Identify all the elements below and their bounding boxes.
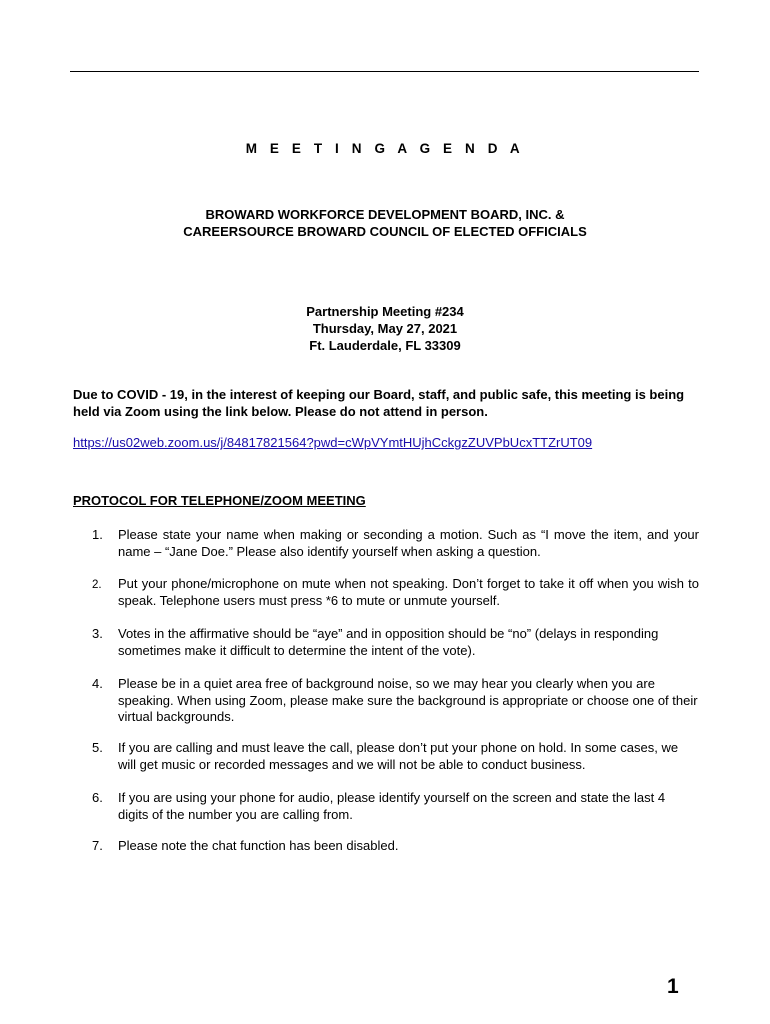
meeting-location: Ft. Lauderdale, FL 33309: [309, 338, 461, 353]
protocol-item-text: Please note the chat function has been disabled.: [118, 838, 399, 853]
protocol-item-6: [92, 790, 699, 823]
protocol-item-text: Please state your name when making or seconding a motion. Such as “I move the item, and your name – “Jane Doe.” Please also identify yourself when asking a question.: [118, 527, 699, 559]
protocol-item-number: 1.: [92, 527, 103, 542]
meeting-date: Thursday, May 27, 2021: [312, 321, 458, 336]
protocol-item-7: [92, 838, 699, 855]
protocol-item-2: [92, 576, 699, 609]
protocol-item-number: 6.: [92, 790, 103, 805]
organization-line-1: BROWARD WORKFORCE DEVELOPMENT BOARD, INC. &: [205, 207, 565, 222]
protocol-item-4: [92, 676, 699, 726]
organization-line-2: CAREERSOURCE BROWARD COUNCIL OF ELECTED OFFICIALS: [183, 224, 587, 239]
protocol-item-text: If you are using your phone for audio, please identify yourself on the screen and state the last 4 digits of the number you are calling from.: [118, 790, 666, 822]
protocol-item-number: 7.: [92, 838, 103, 853]
protocol-item-3: [92, 626, 699, 659]
top-rule: [70, 71, 699, 72]
page-number: 1: [667, 975, 679, 998]
zoom-meeting-link[interactable]: https://us02web.zoom.us/j/84817821564?pwd=cWpVYmtHUjhCckgzZUVPbUcxTTZrUT09: [73, 435, 593, 450]
covid-notice: Due to COVID - 19, in the interest of keeping our Board, staff, and public safe, this meeting is being held via Zoom using the link below. Please do not attend in person.: [73, 387, 685, 419]
protocol-item-1: [92, 527, 699, 560]
protocol-item-number: 3.: [92, 626, 103, 641]
protocol-item-text: Put your phone/microphone on mute when not speaking. Don’t forget to take it off when you wish to speak. Telephone users must press *6 to mute or unmute yourself.: [118, 576, 699, 608]
protocol-heading: PROTOCOL FOR TELEPHONE/ZOOM MEETING: [73, 493, 366, 508]
agenda-title: M E E T I N G A G E N D A: [245, 141, 525, 156]
protocol-item-number: 4.: [92, 676, 103, 691]
meeting-info-block: [0, 303, 770, 354]
protocol-item-text: If you are calling and must leave the call, please don’t put your phone on hold. In some cases, we will get music or recorded messages and we will not be able to conduct business.: [118, 740, 679, 772]
protocol-item-text: Votes in the affirmative should be “aye” and in opposition should be “no” (delays in responding sometimes make it difficult to determine the intent of the vote).: [118, 626, 659, 658]
protocol-item-number: 2.: [92, 579, 102, 591]
protocol-item-number: 5.: [92, 740, 103, 755]
organization-block: [0, 206, 770, 240]
protocol-item-text: Please be in a quiet area free of background noise, so we may hear you clearly when you are speaking. When using Zoom, please make sure the background is appropriate or choose one of their virtual backgrounds.: [118, 676, 698, 724]
meeting-name: Partnership Meeting #234: [306, 304, 464, 319]
protocol-item-5: [92, 740, 699, 773]
